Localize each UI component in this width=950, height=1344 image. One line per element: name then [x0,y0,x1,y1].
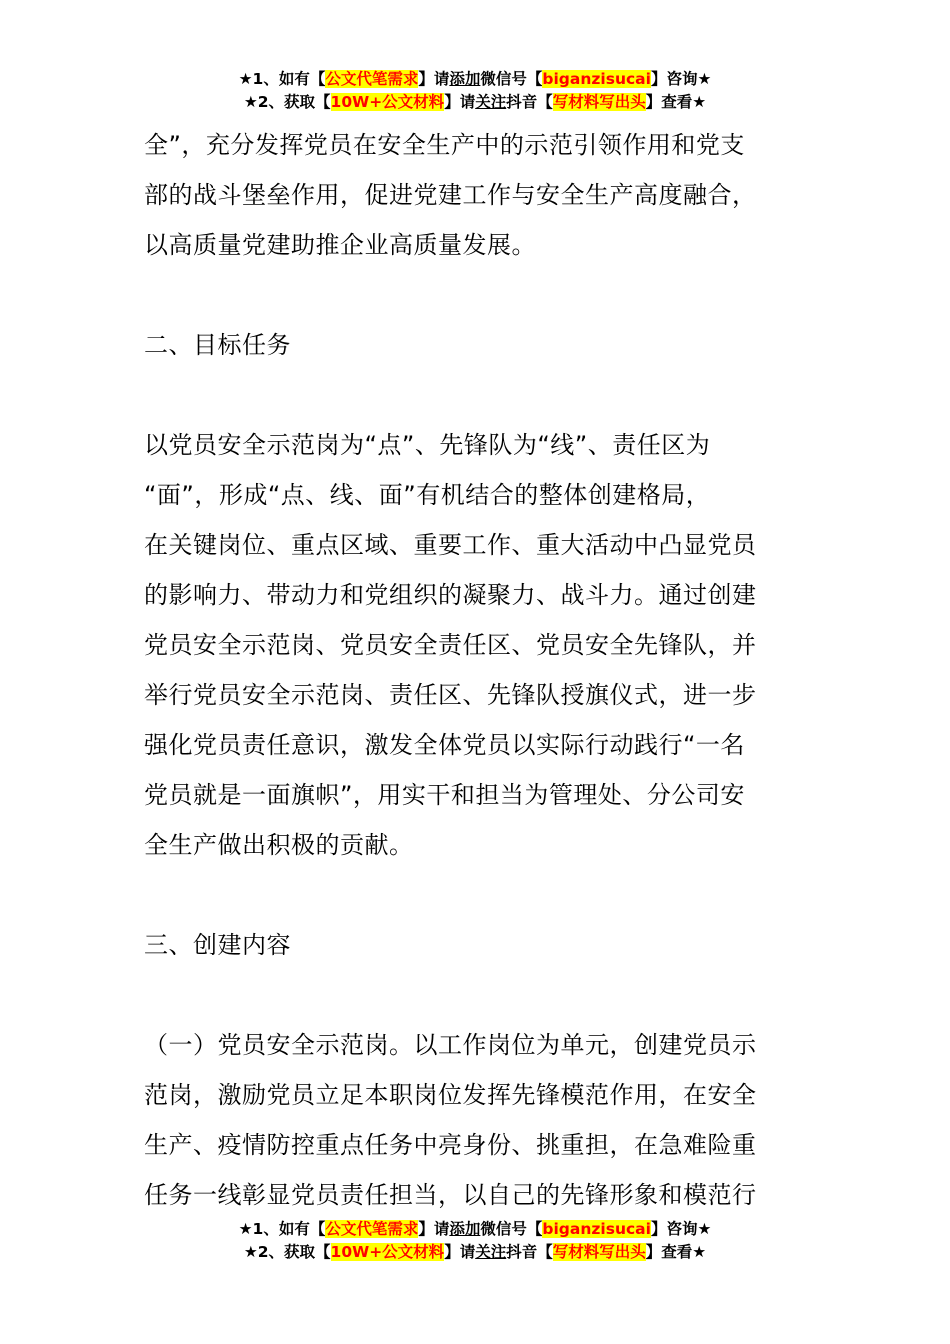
banner-line-2: ★2、获取【10W+公文材料】请关注抖音【写材料写出头】查看★ [243,93,707,111]
banner-douyin-id: 写材料写出头 [552,1243,646,1261]
header-banner [0,68,950,114]
banner-highlight: 公文代笔需求 [325,1220,419,1238]
paragraph: （一）党员安全示范岗。以工作岗位为单元，创建党员示 范岗，激励党员立足本职岗位发挥先锋模范作用，在安全 生产、疫情防控重点任务中亮身份、挑重担，在急难险重 任务一线彰显党员责任担当，以自己的先锋形象和模范行 [144,1031,757,1209]
banner-line-1: ★1、如有【公文代笔需求】请添加微信号【biganzisucai】咨询★ [238,1220,712,1238]
banner-highlight: 10W+公文材料 [330,93,445,111]
paragraph: 全”，充分发挥党员在安全生产中的示范引领作用和党支 部的战斗堡垒作用，促进党建工作与安全生产高度融合， 以高质量党建助推企业高质量发展。 [144,131,757,259]
banner-highlight: 公文代笔需求 [325,70,419,88]
banner-wechat-id: biganzisucai [542,70,651,88]
banner-wechat-id: biganzisucai [542,1220,651,1238]
document-body [144,120,808,1220]
footer-banner [0,1218,950,1264]
banner-douyin-id: 写材料写出头 [552,93,646,111]
section-heading-content: 三、创建内容 [144,931,291,959]
banner-highlight: 10W+公文材料 [330,1243,445,1261]
banner-line-2: ★2、获取【10W+公文材料】请关注抖音【写材料写出头】查看★ [243,1243,707,1261]
paragraph: 以党员安全示范岗为“点”、先锋队为“线”、责任区为 “面”，形成“点、线、面”有机结合的整体创建格局， 在关键岗位、重点区域、重要工作、重大活动中凸显党员 的影响力、带动力和党组织的凝聚力、战斗力。通过创建 党员安全示范岗、党员安全责任区、党员安全先锋队，并 举行党员安全示范岗、责任区、先锋队授旗仪式，进一步 强化党员责任意识，激发全体党员以实际行动践行“一名 党员就是一面旗帜”，用实干和担当为管理处、分公司安 全生产做出积极的贡献。 [144,431,757,859]
section-heading-goals: 二、目标任务 [144,331,291,359]
banner-line-1: ★1、如有【公文代笔需求】请添加微信号【biganzisucai】咨询★ [238,70,712,88]
